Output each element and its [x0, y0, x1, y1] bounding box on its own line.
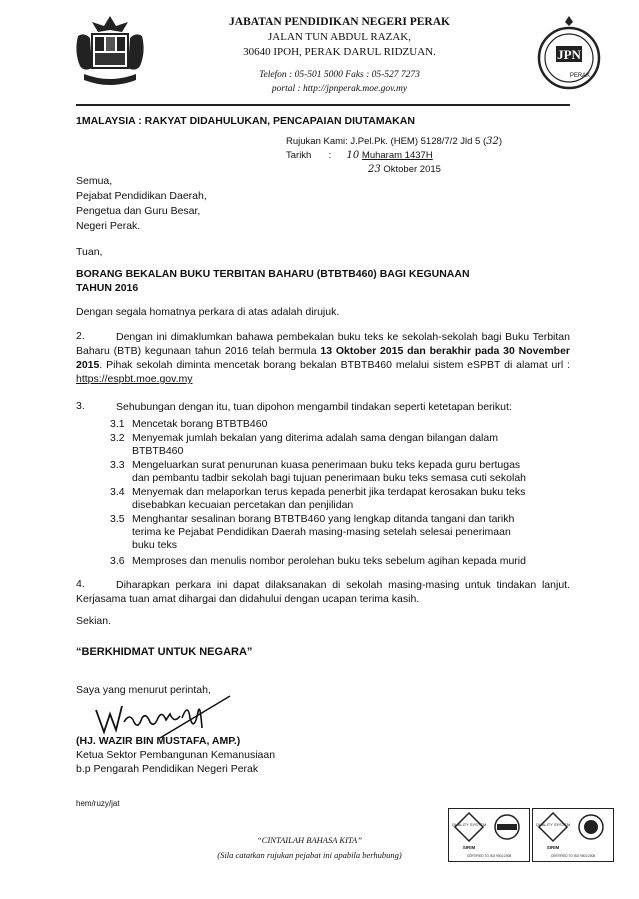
date-label: Tarikh: [286, 150, 312, 161]
contact-line: Telefon : 05-501 5000 Faks : 05-527 7273: [259, 70, 420, 80]
jpn-logo-text: JPN: [557, 47, 581, 62]
cert-caption: CERTIFIED TO ISO 9001:2008: [466, 854, 512, 858]
subject-heading: [76, 267, 470, 295]
ref-handwritten: 32: [486, 136, 499, 147]
iso-cert-badge: [448, 808, 530, 862]
subject-line-2: TAHUN 2016: [76, 282, 139, 294]
recipient-line: Semua,: [76, 175, 113, 187]
footer-slogan: “CINTAILAH BAHASA KITA”: [257, 835, 362, 845]
cert-bottom-text: SIRIM: [462, 845, 476, 850]
recipient-line: Pejabat Pendidikan Daerah,: [76, 190, 207, 202]
header-rule: [76, 104, 570, 106]
cert-top-text: QUALITY SYSTEM: [535, 822, 571, 827]
motto-line: 1MALAYSIA : RAKYAT DIDAHULUKAN, PENCAPAIAN DIUTAMAKAN: [76, 115, 415, 127]
iso-cert-badge: [532, 808, 614, 862]
para-2-text-2: . Pihak sekolah diminta mencetak borang bekalan BTBTB460 melalui sistem eSPBT di alamat url :: [99, 359, 570, 371]
signatory-title-2: b.p Pengarah Pendidikan Negeri Perak: [76, 763, 259, 775]
ref-label: Rujukan Kami: [286, 136, 346, 147]
para-4: Diharapkan perkara ini dapat dilaksanakan di sekolah masing-masing untuk tindakan lanjut. Kerjasama tuan amat dihargai dan didahului dengan ucapan terima kasih.: [76, 579, 570, 605]
date-hijri: Muharam 1437H: [361, 150, 433, 161]
cert-caption: CERTIFIED TO ISO 9001:2008: [550, 854, 596, 858]
date-greg-day: 23: [368, 164, 381, 175]
sign-intro: Saya yang menurut perintah,: [76, 684, 211, 696]
date-colon: :: [328, 150, 332, 161]
recipients-block: [76, 174, 207, 234]
recipient-line: Negeri Perak.: [76, 220, 141, 232]
signatory-title-1: Ketua Sektor Pembangunan Kemanusiaan: [76, 749, 276, 761]
signatory-name: (HJ. WAZIR BIN MUSTAFA, AMP.): [76, 735, 241, 747]
opening-sentence: Dengan segala homatnya perkara di atas adalah dirujuk.: [76, 306, 340, 318]
ref-value: : J.Pel.Pk. (HEM) 5128/7/2 Jld 5 (: [345, 136, 487, 147]
list-item: 3.4 Menyemak dan melaporkan terus kepada penerbit jika terdapat kerosakan buku teks disebabkan kecuaian percetakan dan penjilidan: [110, 486, 526, 511]
para-3-intro: Sehubungan dengan itu, tuan dipohon mengambil tindakan seperti ketetapan berikut:: [116, 401, 512, 413]
recipient-line: Pengetua dan Guru Besar,: [76, 205, 201, 217]
list-item: 3.5 Menghantar sesalinan borang BTBTB460 yang lengkap ditanda tangani dan tarikh terima ke Pejabat Pendidikan Daerah masing-masing setelah selesai penerimaan buku teks: [110, 513, 515, 551]
address-line-2: 30640 IPOH, PERAK DARUL RIDZUAN.: [243, 46, 436, 58]
date-gregorian: Oktober 2015: [383, 164, 441, 175]
reference-initials: hem/ruzy/jat: [76, 799, 120, 808]
slogan: “BERKHIDMAT UNTUK NEGARA”: [76, 646, 253, 658]
cert-bottom-text: SIRIM: [546, 845, 560, 850]
date-hijri-day: 10: [346, 150, 360, 161]
sirim-quality-icon: [449, 809, 529, 861]
iqnet-quality-icon: [533, 809, 613, 861]
list-item: 3.1 Mencetak borang BTBTB460: [110, 418, 268, 430]
date-gregorian-line: [368, 164, 441, 175]
para-4-number: 4.: [76, 578, 85, 590]
list-item: 3.2 Menyemak jumlah bekalan yang diterima adalah sama dengan bilangan dalam BTBTB460: [110, 432, 498, 457]
salutation: Tuan,: [76, 246, 103, 258]
para-3-number: 3.: [76, 400, 85, 412]
cert-top-text: QUALITY SYSTEM: [451, 822, 487, 827]
signatory-block: [76, 734, 275, 776]
list-item: 3.3 Mengeluarkan surat penurunan kuasa penerimaan buku teks kepada guru bertugas dan pembantu tadbir sekolah bagi tujuan penerimaan buku teks semasa cuti sekolah: [110, 459, 527, 484]
date-label-line: [286, 150, 433, 161]
ref-close: ): [498, 136, 503, 147]
perak-logo-text: PERAK: [569, 73, 591, 79]
address-line-1: JALAN TUN ABDUL RAZAK,: [268, 31, 411, 43]
action-list: [110, 418, 570, 568]
closing: Sekian.: [76, 615, 112, 627]
subject-line-1: BORANG BEKALAN BUKU TERBITAN BAHARU (BTBTB460) BAGI KEGUNAAN: [76, 268, 470, 280]
department-name: JABATAN PENDIDIKAN NEGERI PERAK: [229, 16, 450, 28]
reference-line: [286, 136, 502, 147]
portal-line: portal : http://jpnperak.moe.gov.my: [271, 84, 408, 94]
list-item: 3.6 Memproses dan menulis nombor perolehan buku teks sebelum agihan kepada murid: [110, 555, 526, 567]
para-2: [76, 330, 570, 386]
jpn-perak-logo: [532, 14, 606, 94]
footer-note: (Sila catatkan rujukan pejabat ini apabila berhubung): [217, 850, 402, 860]
para-2-number: 2.: [76, 330, 85, 342]
para-2-dates: 13 Oktober 2015 dan berakhir pada 30 November 2015: [76, 345, 570, 371]
jpn-emblem-icon: [532, 14, 606, 94]
para-2-text-1: Dengan ini dimaklumkan bahawa pembekalan buku teks ke sekolah-sekolah bagi Buku Terbitan Baharu (BTB) kegunaan tahun 2016 telah bermula: [76, 331, 570, 357]
espbt-url-link[interactable]: https://espbt.moe.gov.my: [76, 373, 193, 385]
